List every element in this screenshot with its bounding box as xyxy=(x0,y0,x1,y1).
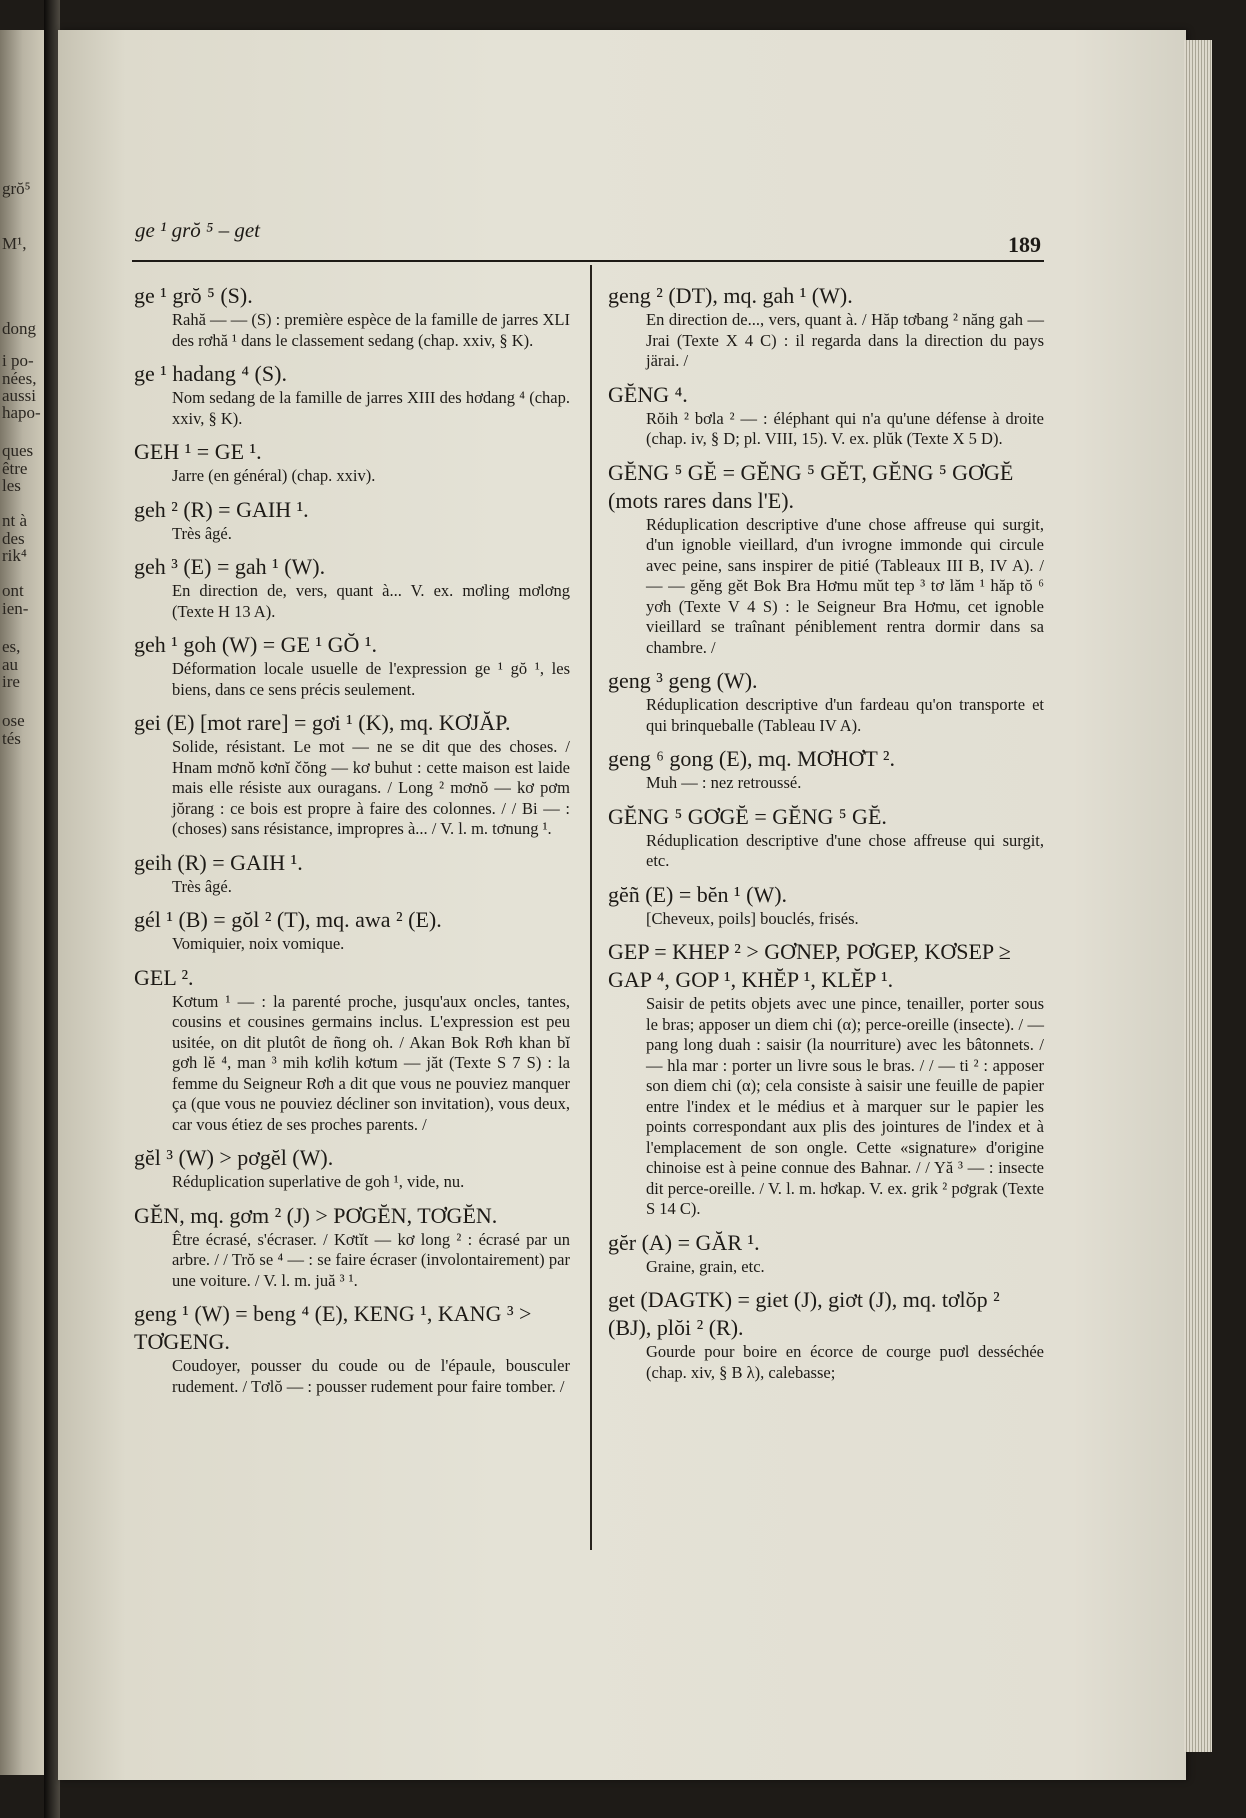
dictionary-entry xyxy=(608,381,1044,450)
entry-definition: En direction de, vers, quant à... V. ex. mơling mơlơng (Texte H 13 A). xyxy=(172,581,570,621)
entry-headword: gei (E) [mot rare] = gơi ¹ (K), mq. KƠJĂP. xyxy=(134,710,511,735)
entry-headword: ge ¹ grŏ ⁵ (S). xyxy=(134,283,253,308)
dictionary-entry xyxy=(608,282,1044,372)
entry-headword: geh ¹ goh (W) = GE ¹ GŎ ¹. xyxy=(134,632,377,657)
entry-definition: [Cheveux, poils] bouclés, frisés. xyxy=(646,908,859,928)
entry-headword: GEH ¹ = GE ¹. xyxy=(134,439,262,464)
left-column xyxy=(134,282,570,1406)
dictionary-entry xyxy=(134,631,570,700)
facing-page-fragment: grŏ⁵ xyxy=(2,179,31,198)
dictionary-entry xyxy=(608,745,1044,794)
dictionary-entry xyxy=(608,803,1044,872)
entry-definition: Réduplication descriptive d'une chose affreuse qui surgit, d'un ignoble vieillard, d'un ivrogne immonde qui circule avec peine, sans inspirer de pitié (Tableaux III B, IV A). / — — gĕng gĕt Bok Bra Hơmu mŭt tep ³ tơ lăm ¹ hăp tŏ ⁶ yơh (Texte V 4 S) : le Seigneur Bra Hơmu, cet ignoble vieillard se traînant péniblement rentra dormir dans sa chambre. / xyxy=(646,514,1044,657)
facing-page-fragment: des xyxy=(2,529,25,548)
dictionary-entry xyxy=(134,849,570,898)
entry-headword: gél ¹ (B) = gŏl ² (T), mq. awa ² (E). xyxy=(134,907,442,932)
facing-page-fragment: nées, xyxy=(2,369,37,388)
facing-page-edge xyxy=(0,30,46,1775)
dictionary-entry xyxy=(608,1229,1044,1278)
dictionary-entry xyxy=(608,881,1044,930)
right-column xyxy=(608,282,1044,1392)
dictionary-entry xyxy=(134,496,570,545)
entry-headword: GEP = KHEP ² > GƠNEP, PƠGEP, KƠSEP ≥ GAP ⁴, GOP ¹, KHĔP ¹, KLĔP ¹. xyxy=(608,939,1011,992)
dictionary-entry xyxy=(134,360,570,429)
dictionary-entry xyxy=(134,906,570,955)
entry-headword: GEL ². xyxy=(134,964,194,990)
facing-page-fragment: les xyxy=(2,476,21,495)
entry-definition: Solide, résistant. Le mot — ne se dit que des choses. / Hnam mơnŏ kơnĭ čŏng — kơ buhut : cette maison est laide mais elle résiste aux ouragans. / Long ² mơnŏ — kơ pơm jŏrang : ce bois est propre à faire des colonnes. / / Bi — : (choses) sans résistance, impropres à... / V. l. m. tơnung ¹. xyxy=(172,737,570,838)
entry-definition: En direction de..., vers, quant à. / Hăp tơbang ² năng gah — Jrai (Texte X 4 C) : il regarda dans la direction du pays järai. / xyxy=(646,310,1044,370)
facing-page-fragment: nt à xyxy=(2,511,28,530)
entry-definition: Très âgé. xyxy=(172,523,232,543)
dictionary-entry xyxy=(608,459,1044,659)
entry-definition: Jarre (en général) (chap. xxiv). xyxy=(172,466,376,485)
entry-definition: Déformation locale usuelle de l'expression ge ¹ gŏ ¹, les biens, dans ce sens précis seulement. xyxy=(172,659,570,699)
page-number: 189 xyxy=(1008,232,1041,257)
facing-page-fragment: es, xyxy=(2,637,21,656)
entry-definition: Rŏih ² bơla ² — : éléphant qui n'a qu'une défense à droite (chap. iv, § D; pl. VIII, 15). V. ex. plŭk (Texte X 5 D). xyxy=(646,408,1044,448)
facing-page-fragment: ques xyxy=(2,441,34,460)
entry-headword: geng ¹ (W) = beng ⁴ (E), KENG ¹, KANG ³ > TƠGENG. xyxy=(134,1301,532,1354)
dictionary-entry xyxy=(134,964,570,1136)
facing-page-fragment: être xyxy=(2,459,28,478)
facing-page-fragment: tés xyxy=(2,729,21,748)
dictionary-entry xyxy=(134,282,570,351)
facing-page-fragment: ont xyxy=(2,581,24,600)
entry-definition: Réduplication descriptive d'une chose affreuse qui surgit, etc. xyxy=(646,830,1044,870)
facing-page-fragment: i po- xyxy=(2,351,34,370)
header-rule xyxy=(132,260,1044,262)
entry-definition: Coudoyer, pousser du coude ou de l'épaule, bousculer rudement. / Tơlŏ — : pousser rudement pour faire tomber. / xyxy=(172,1356,570,1396)
entry-headword: ge ¹ hadang ⁴ (S). xyxy=(134,361,287,386)
facing-page-fragment: hapo- xyxy=(2,403,41,422)
facing-page-fragment: M¹, xyxy=(2,234,27,253)
entry-headword: geng ⁶ gong (E), mq. MƠHƠT ². xyxy=(608,746,895,771)
entry-definition: Muh — : nez retroussé. xyxy=(646,773,802,792)
dictionary-entry xyxy=(608,667,1044,736)
dictionary-entry xyxy=(134,1202,570,1292)
entry-definition: Réduplication descriptive d'un fardeau qu'on transporte et qui brinqueballe (Tableau IV A). xyxy=(646,695,1044,735)
entry-headword: geh ³ (E) = gah ¹ (W). xyxy=(134,554,326,579)
entry-definition: Gourde pour boire en écorce de courge puơl desséchée (chap. xiv, § B λ), calebasse; xyxy=(646,1342,1044,1382)
entry-definition: Être écrasé, s'écraser. / Kơtĭt — kơ long ² : écrasé par un arbre. / / Trŏ se ⁴ — : se faire écraser (involontairement) par une voiture. / V. l. m. juă ³ ¹. xyxy=(172,1229,570,1290)
dictionary-entry xyxy=(134,438,570,487)
dictionary-entry xyxy=(608,938,1044,1220)
entry-headword: gĕr (A) = GĂR ¹. xyxy=(608,1229,760,1255)
entry-headword: geh ² (R) = GAIH ¹. xyxy=(134,496,309,522)
entry-definition: Nom sedang de la famille de jarres XIII des hơdang ⁴ (chap. xxiv, § K). xyxy=(172,388,570,428)
facing-page-fragment: rik⁴ xyxy=(2,546,27,565)
facing-page-fragment: au xyxy=(2,655,19,674)
entry-definition: Réduplication superlative de goh ¹, vide, nu. xyxy=(172,1172,465,1191)
entry-headword: GĔNG ⁵ GĔ = GĔNG ⁵ GĔT, GĔNG ⁵ GƠGĔ (mots rares dans l'E). xyxy=(608,459,1014,513)
facing-page-fragment: ire xyxy=(2,672,20,691)
entry-definition: Vomiquier, noix vomique. xyxy=(172,934,345,953)
entry-headword: GĔNG ⁵ GƠGĔ = GĔNG ⁵ GĔ. xyxy=(608,803,887,829)
entry-definition: Très âgé. xyxy=(172,876,232,896)
running-header: ge ¹ grŏ ⁵ – get xyxy=(135,218,260,242)
entry-headword: geng ² (DT), mq. gah ¹ (W). xyxy=(608,283,853,308)
entry-headword: get (DAGTK) = giet (J), giơt (J), mq. tơlŏp ² (BJ), plŏi ² (R). xyxy=(608,1287,1000,1340)
entry-headword: geng ³ geng (W). xyxy=(608,668,758,693)
entry-definition: Saisir de petits objets avec une pince, tenailler, porter sous le bras; apposer un diem chi (α); perce-oreille (insecte). / — pang long duah : saisir (la nourriture) avec les bâtonnets. / — hla mar : porter un livre sous le bras. / / — ti ² : apposer son diem chi (α); cela consiste à saisir une feuille de papier entre l'index et le médius et à marquer sur le papier les points correspondant aux plis des jointures de l'index et à l'emplacement de son ongle. Cette «signature» d'origine chinoise est à peine connue des Bahnar. / / Yă ³ — : insecte dit perce-oreille. / V. l. m. hơkap. V. ex. grik ² pơgrak (Texte S 14 C). xyxy=(646,994,1044,1218)
column-divider xyxy=(590,265,592,1550)
entry-headword: gĕñ (E) = bĕn ¹ (W). xyxy=(608,881,788,907)
entry-definition: Rahă — — (S) : première espèce de la famille de jarres XLI des rơhă ¹ dans le classement sedang (chap. xxiv, § K). xyxy=(172,310,570,350)
entry-headword: gĕl ³ (W) > pơgĕl (W). xyxy=(134,1145,334,1170)
entry-headword: geih (R) = GAIH ¹. xyxy=(134,849,303,875)
facing-page-fragment: dong xyxy=(2,319,36,338)
entry-headword: GĔN, mq. gơm ² (J) > PƠGĔN, TƠGĔN. xyxy=(134,1202,498,1228)
entry-headword: GĔNG ⁴. xyxy=(608,381,688,407)
dictionary-entry xyxy=(608,1286,1044,1383)
dictionary-entry xyxy=(134,1144,570,1193)
entry-definition: Kơtum ¹ — : la parenté proche, jusqu'aux oncles, tantes, cousins et cousines germains inclus. L'expression est peu usitée, on dit plutôt de ñong oh. / Akan Bok Rơh khan bĭ gơh lĕ ⁴, man ³ mih kơlih kơtum — jăt (Texte S 7 S) : la femme du Seigneur Rơh a dit que vous ne pouviez manquer ça (que vous ne pouviez décliner son invitation), vous deux, car vous étiez de ses proches parents. / xyxy=(172,991,570,1134)
page-stack-edge xyxy=(1184,40,1212,1752)
facing-page-fragment: aussi xyxy=(2,386,36,405)
dictionary-entry xyxy=(134,709,570,840)
entry-definition: Graine, grain, etc. xyxy=(646,1256,765,1276)
dictionary-entry xyxy=(134,553,570,622)
facing-page-fragment: ose xyxy=(2,711,25,730)
facing-page-fragment: ien- xyxy=(2,599,29,618)
dictionary-entry xyxy=(134,1300,570,1397)
